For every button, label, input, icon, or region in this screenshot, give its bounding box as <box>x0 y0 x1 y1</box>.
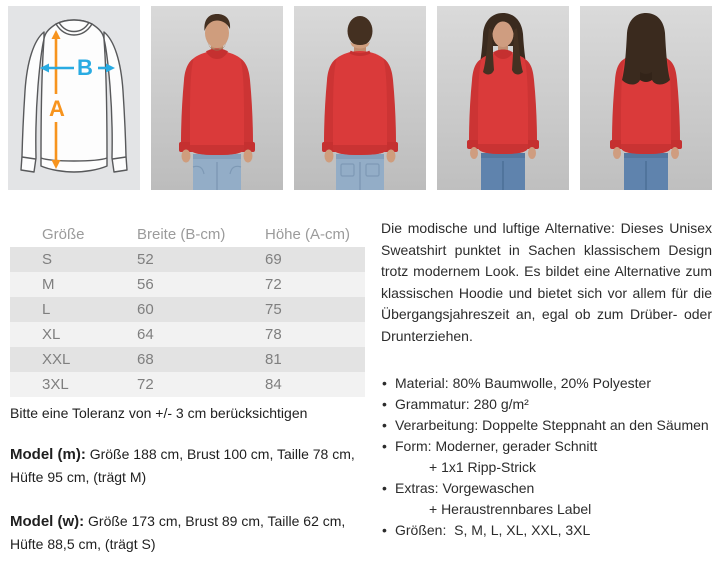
height-value: 75 <box>265 301 282 318</box>
height-value: 72 <box>265 276 282 293</box>
width-value: 68 <box>137 351 154 368</box>
size-table-header-row <box>10 222 365 247</box>
feature-fit-extra: + 1x1 Ripp-Strick <box>429 459 536 475</box>
sweatshirt-measure-diagram <box>8 6 140 190</box>
feature-stitching: • Verarbeitung: Doppelte Steppnaht an den Säumen <box>381 415 712 436</box>
size-label: XL <box>42 326 61 343</box>
feature-extras: • Extras: Vorgewaschen <box>381 478 712 499</box>
size-row-l <box>10 297 365 322</box>
size-label: S <box>42 251 53 268</box>
product-description-paragraph: Die modische und luftige Alternative: Dieses Unisex Sweatshirt punktet in Sachen klassischem Design trotz modernem Look. Es bildet eine Alternative zum klassischen Hoodie und bietet sich vor allem für die Übergangsjahreszeit an, egal ob zum Drüber- oder Drunterziehen. <box>381 220 712 344</box>
size-row-s <box>10 247 365 272</box>
col-header-width: Breite (B-cm) <box>137 222 265 247</box>
photo-man-front[interactable] <box>151 6 283 190</box>
model-female-measurements: Größe 173 cm, Brust 89 cm, Taille 62 cm, Hüfte 88,5 cm, (trägt S) <box>10 513 346 552</box>
col-header-height: Höhe (A-cm) <box>265 222 365 247</box>
model-male-label: Model (m): <box>10 446 86 463</box>
feature-fit: • Form: Moderner, gerader Schnitt <box>381 436 712 457</box>
photo-man-back[interactable] <box>294 6 426 190</box>
size-row-m <box>10 272 365 297</box>
width-value: 56 <box>137 276 154 293</box>
model-male-measurements: Größe 188 cm, Brust 100 cm, Taille 78 cm, Hüfte 95 cm, (trägt M) <box>10 446 355 485</box>
tolerance-note: Bitte eine Toleranz von +/- 3 cm berücksichtigen <box>10 405 308 421</box>
feature-sizes: • Größen: S, M, L, XL, XXL, 3XL <box>381 520 712 541</box>
model-female-label: Model (w): <box>10 513 85 530</box>
width-value: 60 <box>137 301 154 318</box>
woman-back-figure <box>580 6 712 190</box>
woman-front-figure <box>437 6 569 190</box>
width-value: 64 <box>137 326 154 343</box>
size-chart-section <box>10 222 365 555</box>
feature-grammage: • Grammatur: 280 g/m² <box>381 394 712 415</box>
size-label: L <box>42 301 51 318</box>
size-label: XXL <box>42 351 71 368</box>
height-value: 69 <box>265 251 282 268</box>
size-label: M <box>42 276 55 293</box>
model-info-male <box>10 443 365 488</box>
width-value: 72 <box>137 376 154 393</box>
feature-material: • Material: 80% Baumwolle, 20% Polyester <box>381 373 712 394</box>
height-value: 84 <box>265 376 282 393</box>
photo-woman-back[interactable] <box>580 6 712 190</box>
product-description-section <box>381 218 712 541</box>
photo-woman-front[interactable] <box>437 6 569 190</box>
man-back-figure <box>294 6 426 190</box>
measure-a-label: A <box>49 96 65 121</box>
product-feature-list <box>381 373 712 541</box>
col-header-size: Größe <box>10 222 137 247</box>
height-value: 78 <box>265 326 282 343</box>
feature-extras-extra: + Heraustrennbares Label <box>429 501 592 517</box>
width-value: 52 <box>137 251 154 268</box>
height-value: 81 <box>265 351 282 368</box>
size-row-3xl <box>10 372 365 397</box>
measure-b-label: B <box>77 55 93 80</box>
size-label: 3XL <box>42 376 69 393</box>
product-image-gallery <box>8 6 712 190</box>
size-table <box>10 222 365 397</box>
size-row-xxl <box>10 347 365 372</box>
man-front-figure <box>151 6 283 190</box>
model-info-female <box>10 510 365 555</box>
size-diagram-tile[interactable] <box>8 6 140 190</box>
size-row-xl <box>10 322 365 347</box>
